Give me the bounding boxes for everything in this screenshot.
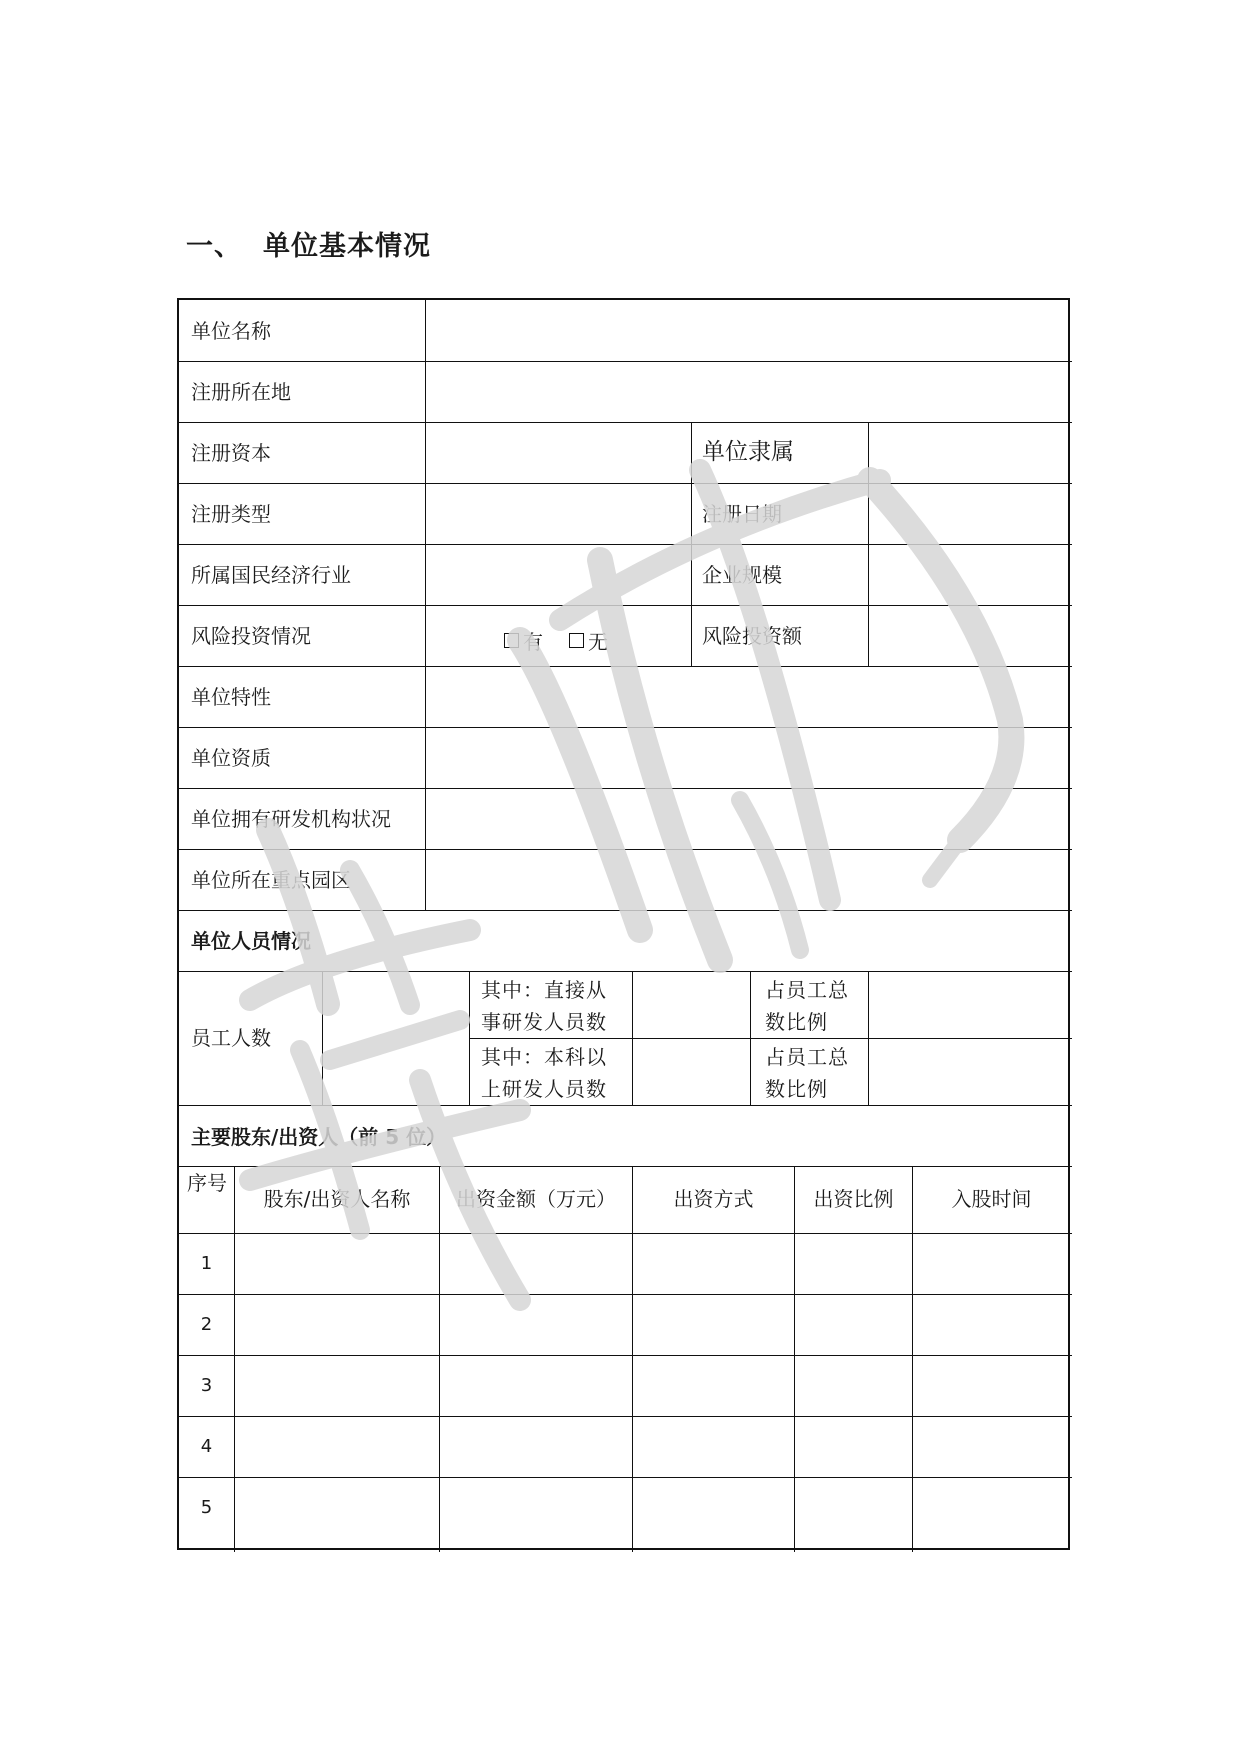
- reg-location-field[interactable]: [427, 362, 1070, 422]
- vc-no-checkbox[interactable]: [569, 626, 608, 655]
- label-industry: 所属国民经济行业: [191, 563, 351, 587]
- unit-name-field[interactable]: [427, 300, 1070, 360]
- ratio-1-field[interactable]: [870, 972, 1070, 1038]
- label-qualification: 单位资质: [191, 746, 271, 770]
- label-direct-rd: 其中：直接从事研发人员数: [481, 978, 607, 1034]
- row-index: 5: [200, 1497, 213, 1518]
- label-reg-date: 注册日期: [702, 502, 782, 526]
- vc-status-options: [504, 626, 608, 655]
- checkbox-icon: [569, 633, 584, 648]
- checkbox-icon: [504, 633, 519, 648]
- label-unit-name: 单位名称: [191, 319, 271, 343]
- label-bachelor-rd: 其中：本科以上研发人员数: [481, 1045, 607, 1101]
- label-reg-capital: 注册资本: [191, 441, 271, 465]
- vc-yes-checkbox[interactable]: [504, 626, 543, 655]
- affiliation-field[interactable]: [870, 423, 1070, 483]
- row-index: 4: [200, 1436, 213, 1457]
- rd-institution-field[interactable]: [427, 789, 1070, 849]
- label-vc-status: 风险投资情况: [191, 624, 311, 648]
- reg-type-field[interactable]: [427, 484, 690, 544]
- vc-yes-label: 有: [523, 630, 543, 654]
- label-characteristic: 单位特性: [191, 685, 271, 709]
- label-employee-count: 员工人数: [191, 1026, 271, 1050]
- col-header-name: 股东/出资人名称: [263, 1187, 411, 1211]
- staff-section-header: 单位人员情况: [191, 929, 311, 953]
- section-number: 一、: [186, 231, 242, 262]
- col-header-join-date: 入股时间: [951, 1187, 1032, 1211]
- row-index: 3: [200, 1375, 213, 1396]
- section-title: 单位基本情况: [263, 231, 431, 262]
- reg-capital-field[interactable]: [427, 423, 690, 483]
- employee-count-field[interactable]: [324, 972, 468, 1105]
- label-scale: 企业规模: [702, 563, 782, 587]
- col-header-method: 出资方式: [673, 1187, 754, 1211]
- label-vc-amount: 风险投资额: [702, 624, 802, 648]
- industry-field[interactable]: [427, 545, 690, 605]
- unit-basic-info-form: [177, 298, 1070, 1550]
- direct-rd-field[interactable]: [634, 972, 749, 1038]
- park-field[interactable]: [427, 850, 1070, 910]
- label-ratio-2: 占员工总数比例: [765, 1045, 849, 1101]
- vc-amount-field[interactable]: [870, 606, 1070, 666]
- label-reg-location: 注册所在地: [191, 380, 291, 404]
- row-index: 2: [200, 1314, 213, 1335]
- label-affiliation: 单位隶属: [702, 439, 794, 465]
- label-park: 单位所在重点园区: [191, 868, 351, 892]
- bachelor-rd-field[interactable]: [634, 1039, 749, 1105]
- row-index: 1: [200, 1253, 213, 1274]
- col-header-index: 序号: [187, 1171, 227, 1195]
- shareholders-section-header: 主要股东/出资人（前 5 位）: [191, 1125, 447, 1149]
- ratio-2-field[interactable]: [870, 1039, 1070, 1105]
- label-rd-institution: 单位拥有研发机构状况: [191, 807, 391, 831]
- col-header-amount: 出资金额（万元）: [456, 1187, 616, 1211]
- label-ratio-1: 占员工总数比例: [765, 978, 849, 1034]
- scale-field[interactable]: [870, 545, 1070, 605]
- section-heading: [186, 224, 431, 263]
- col-header-ratio: 出资比例: [813, 1187, 894, 1211]
- qualification-field[interactable]: [427, 728, 1070, 788]
- characteristic-field[interactable]: [427, 667, 1070, 727]
- label-reg-type: 注册类型: [191, 502, 271, 526]
- reg-date-field[interactable]: [870, 484, 1070, 544]
- vc-no-label: 无: [588, 630, 608, 654]
